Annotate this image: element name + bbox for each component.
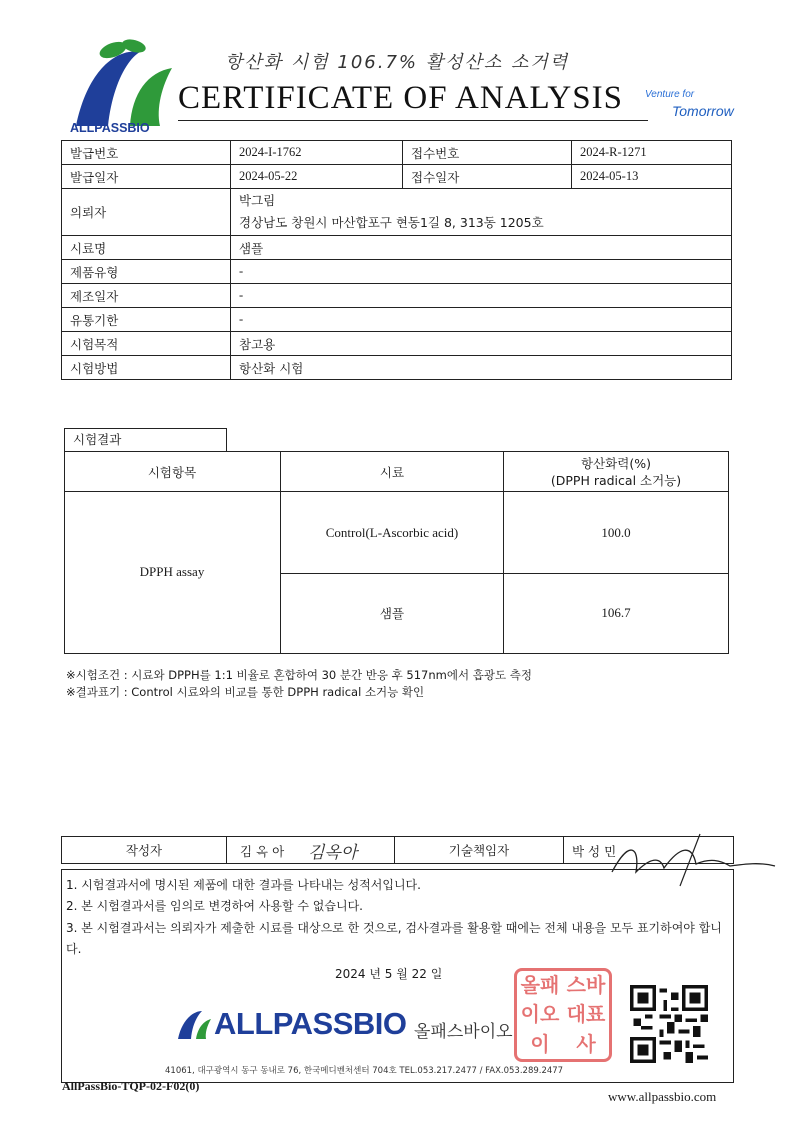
issue-no-label: 발급번호 xyxy=(62,141,231,165)
col-sample-header: 시료 xyxy=(379,464,405,480)
handwritten-note: 항산화 시험 106.7% 활성산소 소거력 xyxy=(225,52,570,73)
allpassbio-footer-logo-icon xyxy=(176,1005,212,1041)
sample-row-1: Control(L-Ascorbic acid) xyxy=(325,524,459,540)
document-title: CERTIFICATE OF ANALYSIS xyxy=(178,80,623,116)
website: www.allpassbio.com xyxy=(608,1089,717,1104)
issue-date-line: 2024 년 5 월 22 일 xyxy=(335,967,443,981)
col-item-header: 시험항목 xyxy=(147,464,197,480)
col-value-header-1: 항산화력(%) xyxy=(581,456,651,471)
footer-brand: ALLPASSBIO xyxy=(214,1006,407,1041)
author: 김 옥 아 xyxy=(240,844,285,859)
mfg-date-label: 제조일자 xyxy=(62,284,231,308)
value-row-2: 106.7 xyxy=(601,605,631,620)
purpose-label: 시험목적 xyxy=(62,332,231,356)
company-korean: 올패스바이오 xyxy=(414,1022,513,1042)
stamp-char: 사 xyxy=(576,1031,596,1056)
sample-row-2: 샘플 xyxy=(379,606,405,621)
sig-divider-3 xyxy=(563,836,564,863)
product-type: - xyxy=(231,260,732,284)
client-cell xyxy=(231,189,732,236)
tagline-2: Tomorrow xyxy=(672,103,734,119)
sample-name: 샘플 xyxy=(231,236,732,260)
issue-no: 2024-I-1762 xyxy=(231,141,403,165)
note-2: ※결과표기 : Control 시료와의 비교를 통한 DPPH radical 소거능 확인 xyxy=(66,685,425,699)
product-type-label: 제품유형 xyxy=(62,260,231,284)
qr-code-icon xyxy=(630,985,708,1063)
stamp-char: 스바 xyxy=(566,973,606,997)
receipt-date: 2024-05-13 xyxy=(572,165,732,189)
mfg-date: - xyxy=(231,284,732,308)
address-line: 41061, 대구광역시 동구 동내로 76, 한국메디벤처센터 704호 TEL.053.217.2477 / FAX.053.289.2477 xyxy=(165,1066,564,1076)
method-label: 시험방법 xyxy=(62,356,231,380)
stamp-char: 이오 xyxy=(520,1002,560,1027)
author-label: 작성자 xyxy=(125,843,163,858)
receipt-no: 2024-R-1271 xyxy=(572,141,732,165)
footer-note-3: 3. 본 시험결과서는 의뢰자가 제출한 시료를 대상으로 한 것으로, 검사결과를 활용할 때에는 전체 내용을 모두 표기하여야 합니다. xyxy=(66,921,722,956)
expiry-label: 유통기한 xyxy=(62,308,231,332)
sample-name-label: 시료명 xyxy=(62,236,231,260)
stamp-char: 대표 xyxy=(566,1002,606,1027)
issue-date: 2024-05-22 xyxy=(231,165,403,189)
manager: 박 성 민 xyxy=(572,844,617,859)
sig-divider-1 xyxy=(226,836,227,863)
results-section-label: 시험결과 xyxy=(64,428,227,451)
client-address: 경상남도 창원시 마산합포구 현동1길 8, 313동 1205호 xyxy=(239,215,544,230)
manager-label: 기술책임자 xyxy=(448,843,510,858)
allpassbio-logo-icon xyxy=(68,38,178,130)
client-label: 의뢰자 xyxy=(62,189,231,236)
purpose: 참고용 xyxy=(231,332,732,356)
stamp-char: 이 xyxy=(530,1031,550,1056)
stamp-char: 올패 xyxy=(520,973,560,997)
title-underline xyxy=(178,120,648,121)
info-table xyxy=(61,140,732,380)
col-value-header xyxy=(504,455,728,489)
issue-date-label: 발급일자 xyxy=(62,165,231,189)
value-row-1: 100.0 xyxy=(601,524,631,540)
test-item: DPPH assay xyxy=(139,564,205,579)
expiry: - xyxy=(231,308,732,332)
note-1: ※시험조건 : 시료와 DPPH를 1:1 비율로 혼합하여 30 분간 반응 후 517nm에서 흡광도 측정 xyxy=(66,668,532,682)
tagline-1: Venture for xyxy=(645,89,695,100)
receipt-no-label: 접수번호 xyxy=(403,141,572,165)
col-value-header-2: (DPPH radical 소거능) xyxy=(550,473,682,488)
footer-note-2: 2. 본 시험결과서를 임의로 변경하여 사용할 수 없습니다. xyxy=(66,899,363,913)
method: 항산화 시험 xyxy=(231,356,732,380)
doc-code: AllPassBio-TQP-02-F02(0) xyxy=(62,1079,200,1093)
footer-note-1: 1. 시험결과서에 명시된 제품에 대한 결과를 나타내는 성적서입니다. xyxy=(66,878,421,892)
logo-brand: ALLPASSBIO xyxy=(70,121,150,135)
client-name: 박그림 xyxy=(239,193,276,208)
company-seal-stamp xyxy=(514,968,612,1062)
receipt-date-label: 접수일자 xyxy=(403,165,572,189)
author-signature: 김옥아 xyxy=(308,843,358,863)
